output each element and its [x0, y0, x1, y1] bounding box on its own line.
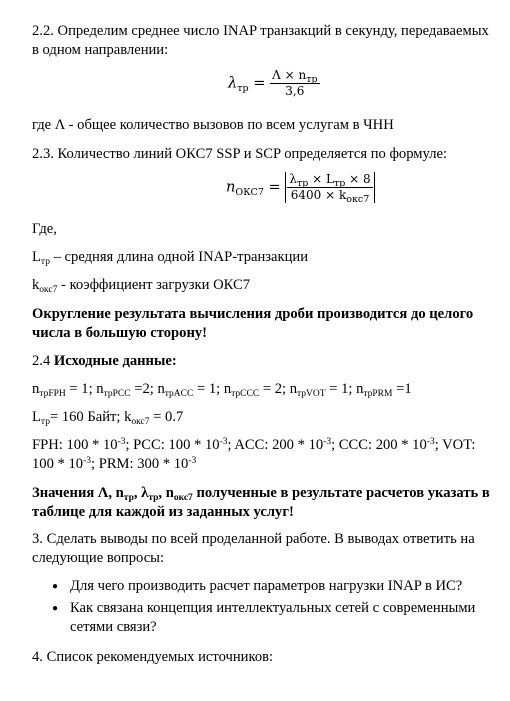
rounding-note: Округление результата вычисления дроби производится до целого числа в большую сторону! — [32, 306, 474, 341]
section-4: 4. Список рекомендуемых источников: — [32, 649, 274, 665]
formula-n-oks7: $n_{ОКС7}$ = $\frac{\lambda_{тр} \times L_{тр} \times 8}{6400 \times k_{окс7}}$ — [226, 172, 375, 203]
kokc-definition: $k_{окс7}$ - коэффициент загрузки ОКС7 — [32, 277, 251, 295]
fraction: $\frac{\Lambda \times n_{тр}}{3,6}$ — [272, 68, 318, 98]
where-lambda: где Λ - общее количество вызовов по всем услугам в ЧНН — [32, 117, 394, 133]
ceiling-bracket — [285, 172, 374, 203]
section-2-2: 2.2. Определим среднее число INAP транзакций в секунду, передаваемых в одном направлении: — [32, 23, 489, 58]
service-rates: FPH: $100 * 10^{-3}$; PCC: $100 * 10^{-3}$; ACC: $200 * 10^{-3}$; CCC: $200 * 10^{-3}$; VOT: $100 * 10^{-3}$; PRM: $300 * 10^{-3}$ — [32, 437, 476, 472]
gde-label: Где, — [32, 221, 57, 237]
list-item: ● Для чего производить расчет параметров нагрузки INAP в ИС? — [52, 577, 492, 596]
ltr-definition: $L_{тр}$ – средняя длина одной INAP-транзакции — [32, 249, 309, 267]
section-3: 3. Сделать выводы по всей проделанной работе. В выводах ответить на следующие вопросы: — [32, 531, 475, 566]
ntr-values: $n_{трFPH} = 1$; $n_{трPCC} =2$; $n_{трACC} = 1$; $n_{трCCC} = 2$; $n_{трVOT} = 1$; $n_{трPRM} =1$ — [32, 381, 412, 399]
list-item: ● Как связана концепция интеллектуальных сетей с современными сетями связи? — [52, 599, 492, 637]
ltr-kokc-values: $L_{тр}= 160$ Байт; $k_{окс7} = 0.7$ — [32, 409, 184, 427]
fraction: $\frac{\lambda_{тр} \times L_{тр} \times 8}{6400 \times k_{окс7}}$ — [289, 172, 371, 205]
section-2-4: 2.4 Исходные данные: — [32, 353, 177, 369]
section-2-3: 2.3. Количество линий ОКС7 SSP и SCP определяется по формуле: — [32, 146, 448, 162]
questions-list — [52, 577, 492, 640]
values-note: Значения Λ, $n_{тр}$, $\lambda_{тр}$, $n_{окс7}$ полученные в результате расчетов указать в таблице для каждой из заданных услуг! — [32, 485, 490, 520]
formula-lambda: $\lambda_{тр}$ = $\frac{\Lambda \times n_{тр}}{3,6}$ — [228, 68, 318, 98]
